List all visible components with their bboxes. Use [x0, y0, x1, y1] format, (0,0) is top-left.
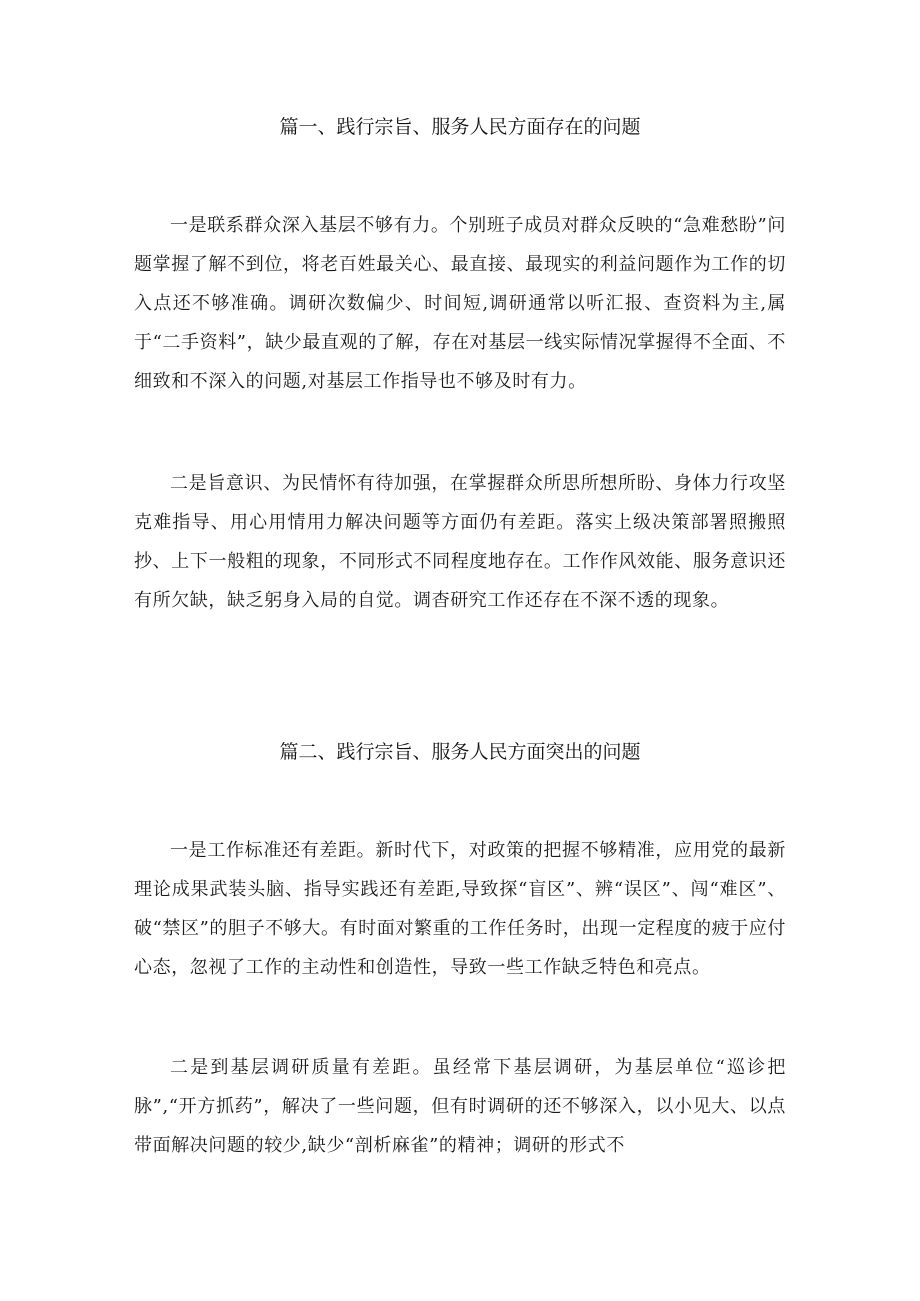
section-2-heading: 篇二、践行宗旨、服务人民方面突出的问题: [279, 741, 641, 763]
section-2-paragraph-2: 二是到基层调研质量有差距。虽经常下基层调研，为基层单位“巡诊把脉”,“开方抓药”，解决了一些问题，但有时调研的还不够深入，以小见大、以点带面解决问题的较少,缺少“剖析麻雀”的精神；调研的形式不: [134, 1057, 786, 1156]
section-2-paragraph-1: 一是工作标准还有差距。新时代下，对政策的把握不够精准，应用党的最新理论成果武装头脑、指导实践还有差距,导致探“盲区”、辨“误区”、闯“难区”、破“禁区”的胆子不够大。有时面对繁重的工作任务时，出现一定程度的疲于应付心态，忽视了工作的主动性和创造性，导致一些工作缺乏特色和亮点。: [134, 840, 787, 978]
section-1-paragraph-1: 一是联系群众深入基层不够有力。个别班子成员对群众反映的“急难愁盼”问题掌握了解不到位，将老百姓最关心、最直接、最现实的利益问题作为工作的切入点还不够准确。调研次数偏少、时间短,调研通常以听汇报、查资料为主,属于“二手资料”，缺少最直观的了解，存在对基层一线实际情况掌握得不全面、不细致和不深入的问题,对基层工作指导也不够及时有力。: [134, 215, 787, 392]
section-1-paragraph-2: 二是旨意识、为民情怀有待加强，在掌握群众所思所想所盼、身体力行攻坚克难指导、用心用情用力解决问题等方面仍有差距。落实上级决策部署照搬照抄、上下一般粗的现象，不同形式不同程度地存在。工作作风效能、服务意识还有所欠缺，缺乏躬身入局的自觉。调杳研究工作还存在不深不透的现象。: [134, 473, 786, 611]
section-1-heading: 篇一、践行宗旨、服务人民方面存在的问题: [279, 116, 641, 138]
